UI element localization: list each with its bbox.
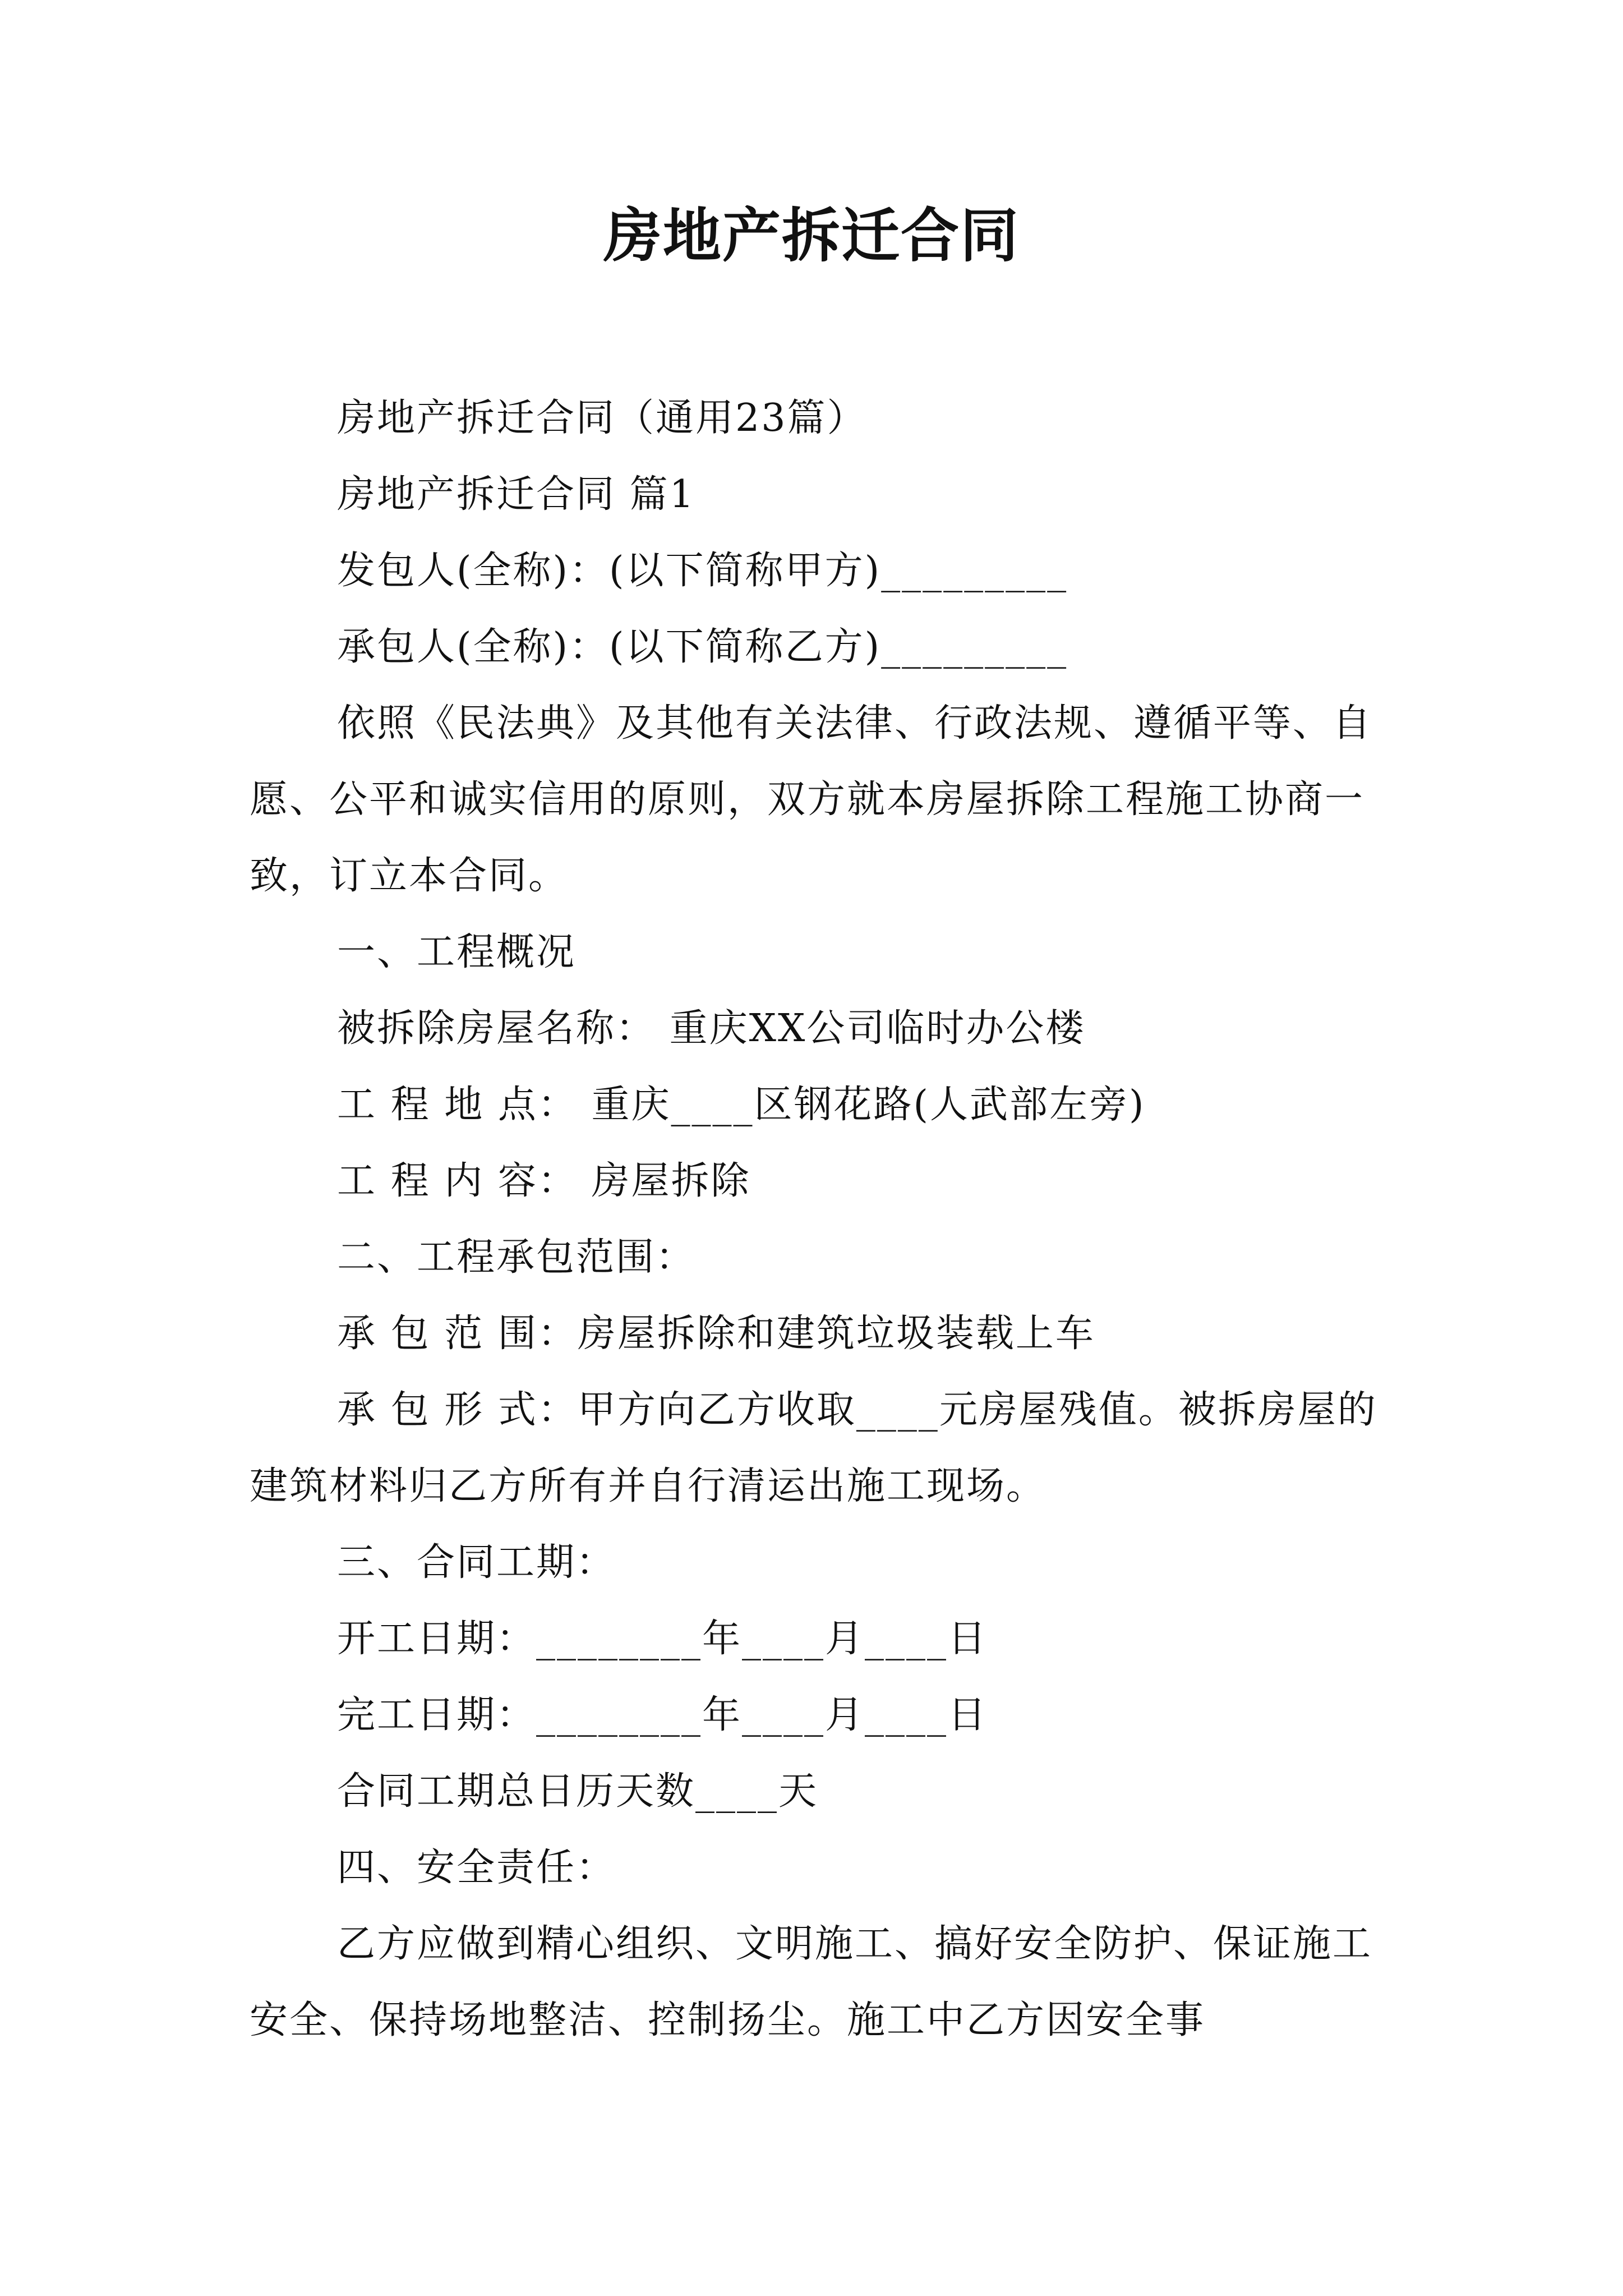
paragraph-party-b: 承包人(全称)：(以下简称乙方)_________ [337, 625, 1068, 669]
section-heading-safety: 四、安全责任： [337, 1846, 616, 1890]
paragraph-building-name: 被拆除房屋名称： 重庆XX公司临时办公楼 [337, 1006, 1086, 1051]
section-heading-scope: 二、工程承包范围： [337, 1235, 696, 1280]
section-heading-duration: 三、合同工期： [337, 1540, 616, 1585]
paragraph-start-date: 开工日期：________年____月____日 [337, 1617, 988, 1661]
paragraph-project-content: 工 程 内 容： 房屋拆除 [337, 1159, 751, 1203]
section-heading-overview: 一、工程概况 [337, 930, 577, 974]
document-body [250, 380, 1394, 2059]
paragraph-chapter-heading: 房地产拆迁合同 篇1 [337, 472, 695, 517]
paragraph-subtitle: 房地产拆迁合同（通用23篇） [337, 396, 867, 440]
paragraph-contract-form: 承 包 形 式：甲方向乙方收取____元房屋残值。被拆房屋的建筑材料归乙方所有并自行清运出施工现场。 [250, 1388, 1377, 1508]
paragraph-party-a: 发包人(全称)：(以下简称甲方)_________ [337, 549, 1068, 593]
document-title: 房地产拆迁合同 [603, 201, 1020, 270]
paragraph-total-days: 合同工期总日历天数____天 [337, 1769, 819, 1814]
paragraph-safety-duty: 乙方应做到精心组织、文明施工、搞好安全防护、保证施工安全、保持场地整洁、控制扬尘。施工中乙方因安全事 [250, 1922, 1373, 2042]
paragraph-contract-scope: 承 包 范 围：房屋拆除和建筑垃圾装载上车 [337, 1312, 1095, 1356]
paragraph-preamble: 依照《民法典》及其他有关法律、行政法规、遵循平等、自愿、公平和诚实信用的原则，双方就本房屋拆除工程施工协商一致，订立本合同。 [250, 701, 1373, 898]
paragraph-end-date: 完工日期：________年____月____日 [337, 1693, 988, 1737]
paragraph-project-location: 工 程 地 点： 重庆____区钢花路(人武部左旁) [337, 1083, 1146, 1127]
